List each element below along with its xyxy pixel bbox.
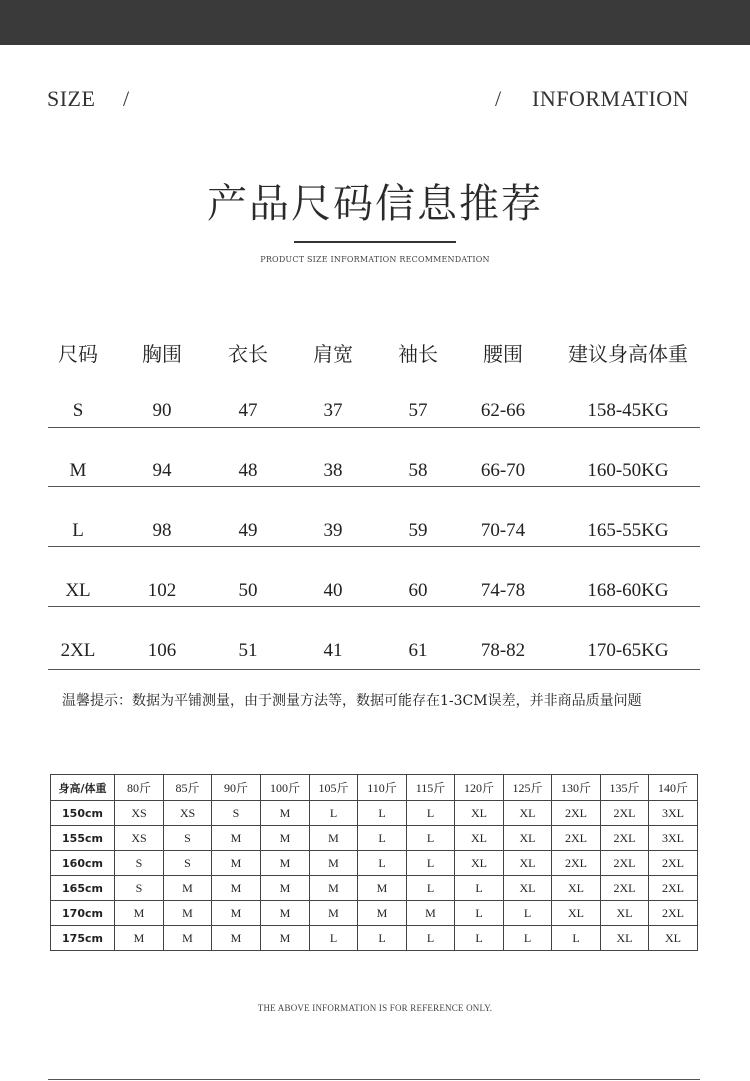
- size-table-row-divider: [48, 669, 700, 670]
- grid-size-cell: XL: [504, 851, 552, 876]
- size-table-cell: 37: [323, 400, 343, 421]
- grid-size-cell: 2XL: [649, 851, 698, 876]
- grid-size-cell: M: [261, 801, 310, 826]
- grid-size-cell: XL: [601, 901, 649, 926]
- size-table-cell: XL: [65, 580, 91, 601]
- grid-size-cell: L: [504, 901, 552, 926]
- grid-weight-header: 110斤: [358, 775, 407, 801]
- size-table-column-header: 胸围: [142, 342, 182, 366]
- size-table-cell: 78-82: [480, 640, 526, 661]
- size-table-cell: 41: [323, 640, 343, 661]
- size-table-cell: 170-65KG: [587, 640, 669, 661]
- size-table-cell: 62-66: [480, 400, 526, 421]
- grid-size-cell: XL: [601, 926, 649, 951]
- size-table-column-header: 建议身高体重: [568, 342, 688, 366]
- header-right-slash: /: [495, 86, 502, 111]
- size-table-cell: L: [72, 520, 84, 541]
- grid-size-cell: L: [310, 926, 358, 951]
- grid-weight-header: 85斤: [164, 775, 212, 801]
- grid-size-cell: XL: [552, 876, 601, 901]
- grid-size-cell: S: [164, 851, 212, 876]
- grid-weight-header: 140斤: [649, 775, 698, 801]
- grid-size-cell: M: [310, 901, 358, 926]
- grid-row: [51, 901, 698, 926]
- grid-weight-header: 90斤: [212, 775, 261, 801]
- grid-size-cell: XS: [164, 801, 212, 826]
- size-table-row: [48, 514, 700, 544]
- size-table-cell: 158-45KG: [587, 400, 669, 421]
- size-table-row-divider: [48, 606, 700, 607]
- size-table-row-divider: [48, 427, 700, 428]
- size-table-cell: 50: [238, 580, 258, 601]
- size-table-cell: 58: [408, 460, 428, 481]
- grid-weight-header: 135斤: [601, 775, 649, 801]
- title-underline: [294, 241, 456, 243]
- grid-weight-header: 100斤: [261, 775, 310, 801]
- size-table-cell: 66-70: [480, 460, 526, 481]
- size-table-cell: 70-74: [480, 520, 526, 541]
- grid-size-cell: L: [358, 801, 407, 826]
- grid-size-cell: 2XL: [552, 851, 601, 876]
- bottom-divider: [48, 1079, 700, 1080]
- grid-row: [51, 801, 698, 826]
- grid-weight-header: 120斤: [455, 775, 504, 801]
- grid-row: [51, 851, 698, 876]
- size-table-cell: 38: [323, 460, 343, 481]
- grid-size-cell: S: [115, 876, 164, 901]
- size-table-row: [48, 454, 700, 484]
- header-size-label: SIZE: [47, 86, 96, 111]
- grid-row: [51, 876, 698, 901]
- size-table-cell: 160-50KG: [587, 460, 669, 481]
- grid-size-cell: 2XL: [649, 876, 698, 901]
- grid-size-cell: M: [261, 926, 310, 951]
- grid-size-cell: M: [115, 901, 164, 926]
- size-table-column-header: 尺码: [58, 342, 98, 366]
- grid-size-cell: 2XL: [649, 901, 698, 926]
- size-table-row-divider: [48, 486, 700, 487]
- grid-size-cell: M: [261, 851, 310, 876]
- size-table-cell: 61: [408, 640, 428, 661]
- grid-size-cell: L: [310, 801, 358, 826]
- grid-size-cell: XS: [115, 826, 164, 851]
- grid-size-cell: 3XL: [649, 826, 698, 851]
- grid-size-cell: M: [115, 926, 164, 951]
- size-table-cell: 48: [238, 460, 258, 481]
- grid-size-cell: M: [212, 851, 261, 876]
- grid-header-row: [51, 775, 698, 801]
- size-table-cell: M: [69, 460, 87, 481]
- grid-weight-header: 105斤: [310, 775, 358, 801]
- grid-size-cell: M: [164, 901, 212, 926]
- size-table-cell: 98: [152, 520, 172, 541]
- grid-weight-header: 130斤: [552, 775, 601, 801]
- grid-size-cell: M: [261, 901, 310, 926]
- size-table-cell: 49: [238, 520, 258, 541]
- grid-size-cell: L: [358, 851, 407, 876]
- size-table-cell: 90: [152, 400, 172, 421]
- size-table-cell: 106: [147, 640, 177, 661]
- size-table-cell: 40: [323, 580, 343, 601]
- grid-height-label: 160cm: [51, 851, 115, 876]
- size-table-cell: S: [72, 400, 84, 421]
- grid-size-cell: XL: [455, 801, 504, 826]
- reference-footer: THE ABOVE INFORMATION IS FOR REFERENCE ONLY.: [257, 1003, 493, 1013]
- grid-size-cell: M: [310, 826, 358, 851]
- grid-size-cell: XL: [504, 801, 552, 826]
- grid-size-cell: XL: [552, 901, 601, 926]
- size-table-cell: 47: [238, 400, 258, 421]
- header-left-slash: /: [123, 86, 130, 111]
- grid-size-cell: L: [407, 851, 455, 876]
- grid-corner-label: 身高/体重: [51, 775, 115, 801]
- grid-size-cell: 2XL: [601, 801, 649, 826]
- grid-size-cell: S: [115, 851, 164, 876]
- grid-size-cell: M: [358, 901, 407, 926]
- size-table-cell: 60: [408, 580, 428, 601]
- grid-height-label: 175cm: [51, 926, 115, 951]
- size-table-cell: 94: [152, 460, 172, 481]
- height-weight-grid: [50, 774, 698, 951]
- size-table-row: [48, 634, 700, 664]
- size-table-row: [48, 394, 700, 424]
- grid-size-cell: M: [212, 901, 261, 926]
- grid-size-cell: M: [164, 926, 212, 951]
- size-table-column-header: 衣长: [228, 342, 268, 366]
- grid-size-cell: M: [212, 826, 261, 851]
- grid-size-cell: 3XL: [649, 801, 698, 826]
- grid-size-cell: L: [455, 926, 504, 951]
- grid-size-cell: XL: [649, 926, 698, 951]
- grid-size-cell: L: [358, 826, 407, 851]
- size-table-cell: 51: [238, 640, 258, 661]
- grid-height-label: 150cm: [51, 801, 115, 826]
- grid-size-cell: XL: [455, 851, 504, 876]
- grid-size-cell: L: [504, 926, 552, 951]
- size-table-column-header: 肩宽: [313, 342, 353, 366]
- page-subtitle: PRODUCT SIZE INFORMATION RECOMMENDATION: [260, 255, 490, 264]
- size-table-cell: 168-60KG: [587, 580, 669, 601]
- size-table-cell: 39: [323, 520, 343, 541]
- grid-height-label: 170cm: [51, 901, 115, 926]
- grid-row: [51, 926, 698, 951]
- grid-size-cell: S: [212, 801, 261, 826]
- grid-size-cell: L: [552, 926, 601, 951]
- grid-size-cell: M: [212, 876, 261, 901]
- grid-size-cell: S: [164, 826, 212, 851]
- size-table-row: [48, 574, 700, 604]
- size-table-column-header: 袖长: [398, 342, 438, 366]
- grid-height-label: 155cm: [51, 826, 115, 851]
- grid-size-cell: M: [164, 876, 212, 901]
- size-table-cell: 59: [408, 520, 428, 541]
- grid-size-cell: XL: [504, 876, 552, 901]
- grid-weight-header: 125斤: [504, 775, 552, 801]
- grid-size-cell: M: [358, 876, 407, 901]
- size-table-cell: 74-78: [480, 580, 526, 601]
- grid-size-cell: L: [407, 826, 455, 851]
- size-table-row-divider: [48, 546, 700, 547]
- grid-size-cell: XL: [455, 826, 504, 851]
- size-table-cell: 57: [408, 400, 428, 421]
- grid-size-cell: 2XL: [601, 876, 649, 901]
- grid-size-cell: L: [455, 901, 504, 926]
- grid-height-label: 165cm: [51, 876, 115, 901]
- grid-row: [51, 826, 698, 851]
- grid-size-cell: L: [407, 801, 455, 826]
- grid-size-cell: XL: [504, 826, 552, 851]
- grid-weight-header: 115斤: [407, 775, 455, 801]
- size-table-column-header: 腰围: [483, 342, 523, 366]
- grid-size-cell: M: [310, 851, 358, 876]
- grid-size-cell: 2XL: [552, 801, 601, 826]
- grid-size-cell: M: [261, 876, 310, 901]
- size-table-cell: 102: [147, 580, 177, 601]
- header-information-label: INFORMATION: [532, 86, 690, 111]
- grid-size-cell: M: [261, 826, 310, 851]
- grid-size-cell: 2XL: [601, 826, 649, 851]
- grid-size-cell: XS: [115, 801, 164, 826]
- measurement-note: 温馨提示：数据为平铺测量，由于测量方法等，数据可能存在1-3CM误差，并非商品质量问题: [62, 693, 642, 709]
- top-bar: [0, 0, 750, 45]
- grid-size-cell: 2XL: [601, 851, 649, 876]
- size-table-cell: 2XL: [60, 640, 96, 661]
- grid-size-cell: M: [310, 876, 358, 901]
- grid-size-cell: M: [407, 901, 455, 926]
- grid-size-cell: L: [358, 926, 407, 951]
- size-table-header: [48, 338, 700, 368]
- grid-size-cell: L: [407, 876, 455, 901]
- grid-weight-header: 80斤: [115, 775, 164, 801]
- size-table-cell: 165-55KG: [587, 520, 669, 541]
- grid-size-cell: M: [212, 926, 261, 951]
- grid-size-cell: 2XL: [552, 826, 601, 851]
- grid-size-cell: L: [407, 926, 455, 951]
- grid-size-cell: L: [455, 876, 504, 901]
- page-title: 产品尺码信息推荐: [207, 181, 543, 227]
